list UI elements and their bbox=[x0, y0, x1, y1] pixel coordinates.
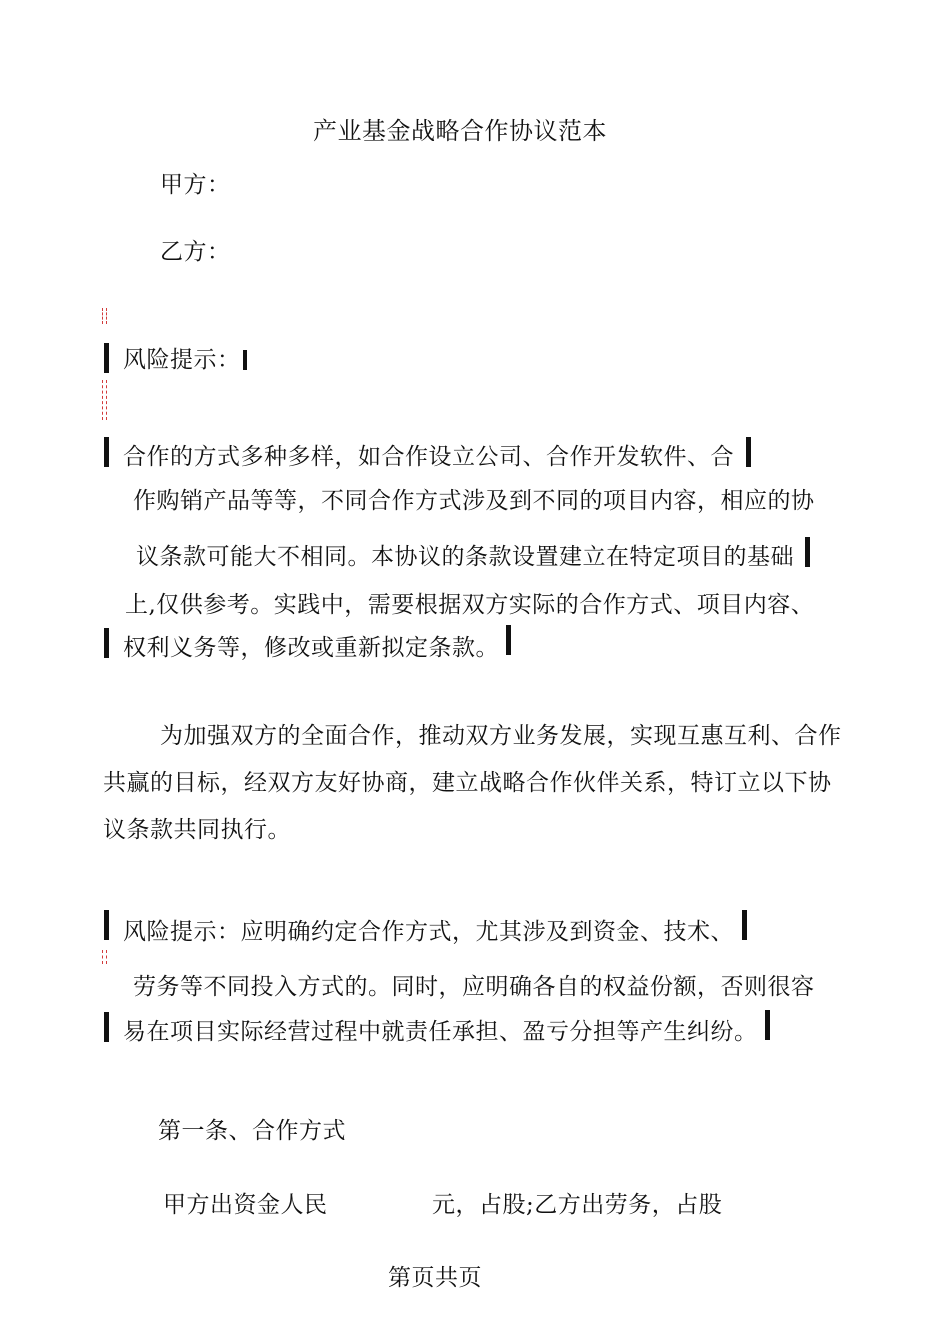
margin-bar bbox=[104, 343, 109, 373]
margin-bar bbox=[506, 625, 511, 655]
cursor-marker bbox=[243, 350, 247, 370]
risk-note-line: 易在项目实际经营过程中就责任承担、盈亏分担等产生纠纷。 bbox=[123, 1019, 758, 1045]
risk-note-line: 劳务等不同投入方式的。同时，应明确各自的权益份额，否则很容 bbox=[133, 974, 815, 1000]
margin-bar bbox=[104, 628, 109, 658]
article-heading: 第一条、合作方式 bbox=[158, 1118, 346, 1144]
preamble-line: 为加强双方的全面合作，推动双方业务发展，实现互惠互利、合作 bbox=[160, 723, 842, 749]
risk-note-line: 权利义务等，修改或重新拟定条款。 bbox=[123, 635, 499, 661]
revision-marker bbox=[102, 380, 107, 420]
page-footer: 第页共页 bbox=[388, 1265, 482, 1291]
party-a-label: 甲方： bbox=[160, 172, 231, 198]
preamble-line: 议条款共同执行。 bbox=[103, 817, 291, 843]
preamble-line: 共赢的目标，经双方友好协商，建立战略合作伙伴关系，特订立以下协 bbox=[103, 770, 832, 796]
revision-marker bbox=[102, 950, 107, 964]
margin-bar bbox=[746, 437, 751, 467]
margin-bar bbox=[805, 537, 810, 567]
article-text: 元，占股;乙方出劳务，占股 bbox=[432, 1192, 723, 1218]
risk-note-line: 上,仅供参考。实践中，需要根据双方实际的合作方式、项目内容、 bbox=[125, 592, 815, 618]
margin-bar bbox=[104, 1012, 109, 1042]
margin-bar bbox=[765, 1010, 770, 1040]
risk-note-heading: 风险提示： bbox=[123, 347, 241, 373]
margin-bar bbox=[742, 910, 747, 940]
risk-note-line: 作购销产品等等，不同合作方式涉及到不同的项目内容，相应的协 bbox=[133, 488, 815, 514]
risk-note-line: 合作的方式多种多样，如合作设立公司、合作开发软件、合 bbox=[123, 444, 734, 470]
risk-note-line: 议条款可能大不相同。本协议的条款设置建立在特定项目的基础 bbox=[136, 544, 794, 570]
revision-marker bbox=[102, 308, 107, 324]
margin-bar bbox=[104, 910, 109, 940]
party-b-label: 乙方： bbox=[160, 239, 231, 265]
risk-note-line: 风险提示：应明确约定合作方式，尤其涉及到资金、技术、 bbox=[123, 919, 734, 945]
document-title: 产业基金战略合作协议范本 bbox=[313, 117, 607, 145]
article-text: 甲方出资金人民 bbox=[163, 1192, 328, 1218]
margin-bar bbox=[104, 437, 109, 467]
